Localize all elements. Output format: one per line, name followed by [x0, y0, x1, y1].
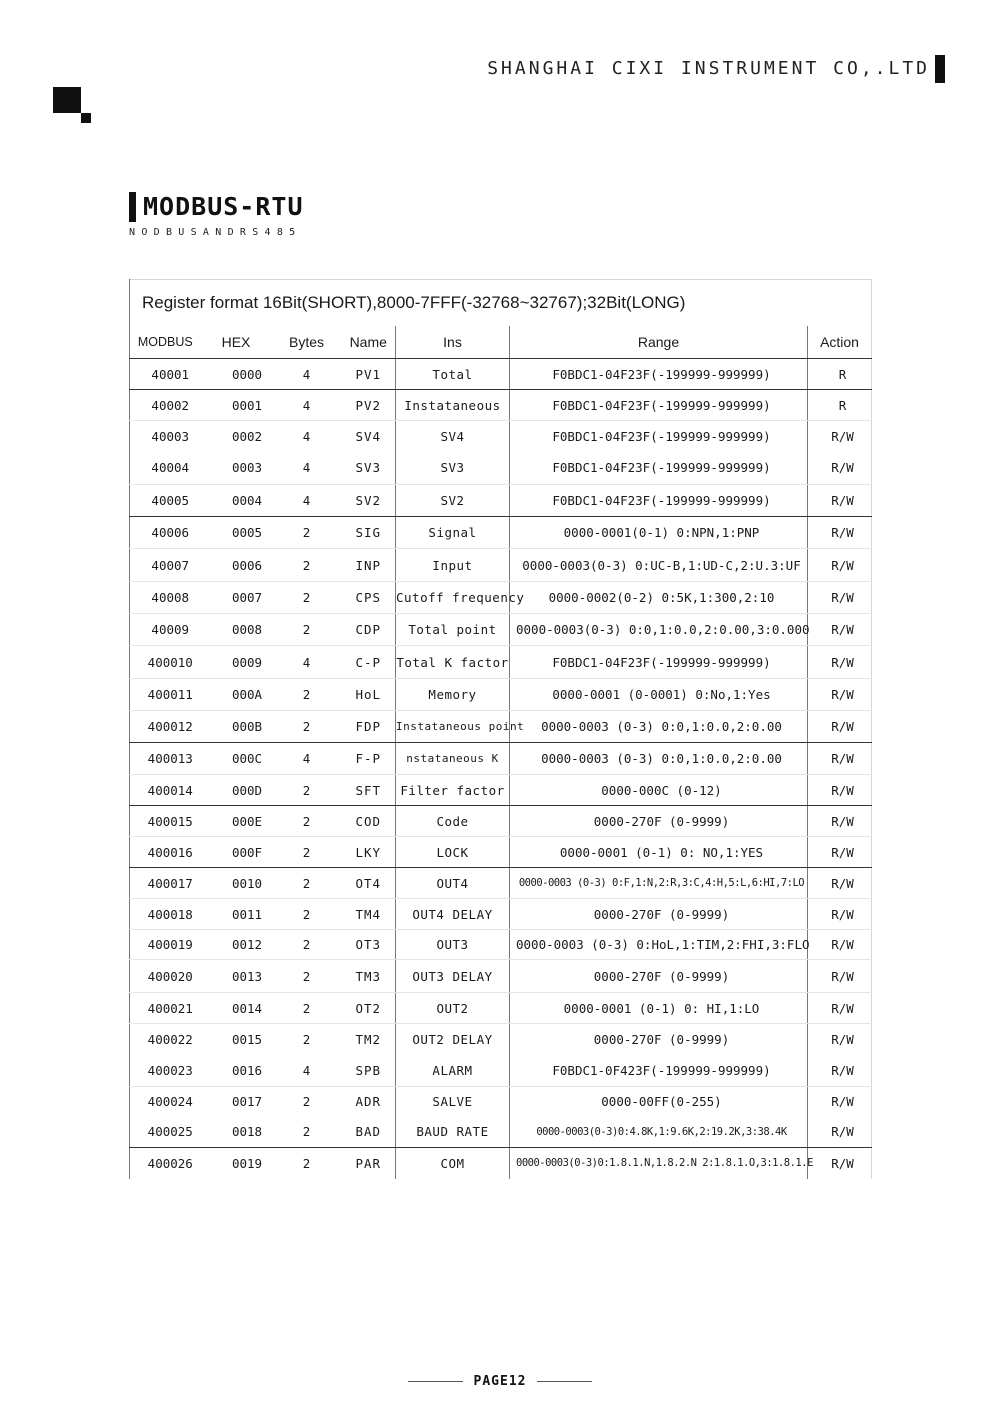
cell-modbus: 400021 — [130, 993, 201, 1024]
cell-hex: 0014 — [201, 993, 272, 1024]
table-row — [130, 837, 872, 868]
cell-action: R/W — [808, 452, 872, 485]
cell-ins: OUT2 — [396, 993, 510, 1024]
cell-name: SIG — [342, 517, 396, 549]
table-row — [130, 930, 872, 960]
cell-modbus: 400019 — [130, 930, 201, 960]
cell-action: R/W — [808, 868, 872, 899]
cell-ins: OUT3 — [396, 930, 510, 960]
cell-hex: 0012 — [201, 930, 272, 960]
cell-ins: OUT2 DELAY — [412, 1032, 493, 1048]
cell-bytes: 2 — [272, 614, 342, 646]
cell-bytes: 2 — [302, 1032, 311, 1048]
cell-bytes: 2 — [272, 711, 342, 743]
cell-name: SFT — [342, 775, 396, 806]
cell-modbus: 40004 — [130, 452, 201, 485]
cell-hex: 0000 — [201, 359, 272, 390]
cell-modbus: 400023 — [130, 1056, 201, 1087]
cell-bytes: 2 — [272, 960, 342, 993]
cell-range: 0000-0003(0-3)0:4.8K,1:9.6K,2:19.2K,3:38.4K — [510, 1117, 808, 1148]
table-row — [130, 960, 872, 993]
cell-action: R/W — [808, 485, 872, 517]
header-modbus: MODBUS — [130, 326, 201, 359]
cell-range: 0000-0001(0-1) 0:NPN,1:PNP — [510, 517, 808, 549]
cell-modbus: 40006 — [130, 517, 201, 549]
cell-range: 0000-0003(0-3)0:1.8.1.N,1.8.2.N 2:1.8.1.O,3:1.8.1.E — [510, 1148, 808, 1179]
cell-ins: COM — [440, 1155, 465, 1171]
cell-hex: 0010 — [201, 868, 272, 899]
cell-range: F0BDC1-0F423F(-199999-999999) — [510, 1056, 808, 1087]
table-row — [130, 868, 872, 899]
cell-action: R/W — [808, 1056, 872, 1087]
cell-range: 0000-0001 (0-1) 0: HI,1:LO — [510, 993, 808, 1024]
cell-action: R/W — [808, 517, 872, 549]
table-row — [130, 775, 872, 806]
cell-bytes: 2 — [272, 899, 342, 930]
cell-ins: Instataneous point — [396, 711, 510, 743]
cell-modbus: 400016 — [130, 837, 201, 868]
cell-hex: 0001 — [201, 390, 272, 421]
cell-modbus: 400024 — [130, 1087, 201, 1117]
cell-bytes: 2 — [302, 1094, 311, 1110]
cell-hex: 0002 — [231, 428, 263, 444]
cell-modbus: 400011 — [130, 679, 201, 711]
cell-hex: 000B — [201, 711, 272, 743]
cell-name: OT2 — [342, 993, 396, 1024]
table-body — [130, 359, 872, 1179]
cell-ins: SV2 — [396, 485, 510, 517]
cell-bytes: 4 — [272, 743, 342, 775]
table-row — [130, 743, 872, 775]
cell-name: CPS — [342, 582, 396, 614]
cell-hex: 0008 — [201, 614, 272, 646]
cell-action: R/W — [808, 775, 872, 806]
cell-hex: 0016 — [201, 1056, 272, 1087]
table-row — [130, 806, 872, 837]
table-row — [130, 1087, 872, 1117]
table-row — [130, 1117, 872, 1148]
cell-action: R/W — [808, 930, 872, 960]
cell-modbus: 400020 — [130, 960, 201, 993]
cell-name: SPB — [342, 1056, 396, 1087]
cell-range: F0BDC1-04F23F(-199999-999999) — [510, 646, 808, 679]
cell-ins: SV4 — [440, 428, 465, 444]
cell-ins: Input — [396, 549, 510, 582]
cell-action: R/W — [808, 837, 872, 868]
cell-range: 0000-270F (0-9999) — [510, 899, 808, 930]
cell-ins: Memory — [396, 679, 510, 711]
table-row — [130, 1148, 872, 1179]
table-row — [130, 452, 872, 485]
register-table-container — [129, 279, 871, 1179]
cell-action: R/W — [808, 960, 872, 993]
cell-name: TM2 — [342, 1024, 396, 1056]
cell-name: FDP — [342, 711, 396, 743]
company-name: SHANGHAI CIXI INSTRUMENT CO,.LTD — [487, 58, 930, 79]
cell-ins: OUT3 DELAY — [396, 960, 510, 993]
cell-action: R/W — [808, 899, 872, 930]
cell-ins: Code — [396, 806, 510, 837]
cell-name: ADR — [342, 1087, 396, 1117]
cell-name: LKY — [342, 837, 396, 868]
cell-modbus: 40002 — [130, 390, 201, 421]
cell-hex: 000E — [201, 806, 272, 837]
cell-modbus: 400025 — [130, 1117, 201, 1148]
cell-modbus: 40005 — [130, 485, 201, 517]
footer-rule-left — [408, 1381, 463, 1382]
cell-range: F0BDC1-04F23F(-199999-999999) — [510, 390, 808, 421]
cell-modbus: 400022 — [130, 1024, 201, 1056]
cell-hex: 0019 — [231, 1155, 263, 1171]
header-action: Action — [808, 326, 872, 359]
cell-ins: Total point — [396, 614, 510, 646]
cell-bytes: 2 — [272, 930, 342, 960]
cell-hex: 000F — [201, 837, 272, 868]
cell-action: R/W — [808, 582, 872, 614]
cell-range: 0000-270F (0-9999) — [510, 1024, 808, 1056]
cell-range: 0000-000C (0-12) — [510, 775, 808, 806]
cell-ins: Filter factor — [396, 775, 510, 806]
cell-bytes: 2 — [272, 582, 342, 614]
cell-bytes: 4 — [272, 390, 342, 421]
table-row — [130, 549, 872, 582]
cell-bytes: 2 — [272, 868, 342, 899]
cell-name: OT3 — [342, 930, 396, 960]
cell-name: HoL — [342, 679, 396, 711]
cell-name: PV1 — [342, 359, 396, 390]
cell-action: R — [808, 359, 872, 390]
cell-action: R/W — [808, 1148, 872, 1179]
header-ins: Ins — [396, 326, 510, 359]
cell-range: F0BDC1-04F23F(-199999-999999) — [510, 421, 808, 452]
cell-ins: nstataneous K — [396, 743, 510, 775]
cell-name: COD — [342, 806, 396, 837]
cell-range: F0BDC1-04F23F(-199999-999999) — [510, 359, 808, 390]
cell-bytes: 2 — [272, 549, 342, 582]
cell-bytes: 4 — [302, 428, 311, 444]
section-accent-bar — [129, 192, 136, 222]
table-row — [130, 711, 872, 743]
cell-action: R/W — [808, 646, 872, 679]
table-row — [130, 421, 872, 452]
header-bytes: Bytes — [272, 326, 342, 359]
table-row — [130, 390, 872, 421]
cell-ins: SV3 — [396, 452, 510, 485]
cell-ins: LOCK — [396, 837, 510, 868]
header-hex: HEX — [201, 326, 272, 359]
cell-hex: 0011 — [201, 899, 272, 930]
cell-action: R/W — [808, 1024, 872, 1056]
table-row — [130, 614, 872, 646]
cell-bytes: 4 — [272, 485, 342, 517]
table-caption: Register format 16Bit(SHORT),8000-7FFF(-32768~32767);32Bit(LONG) — [130, 280, 872, 327]
cell-range: 0000-0003 (0-3) 0:0,1:0.0,2:0.00 — [510, 743, 808, 775]
page-number: PAGE12 — [473, 1374, 527, 1389]
cell-name: PV2 — [342, 390, 396, 421]
cell-bytes: 4 — [272, 646, 342, 679]
cell-action: R/W — [808, 421, 872, 452]
cell-name: INP — [342, 549, 396, 582]
cell-modbus: 40003 — [130, 421, 201, 452]
table-row — [130, 1024, 872, 1056]
cell-modbus: 400014 — [130, 775, 201, 806]
cell-action: R — [808, 390, 872, 421]
cell-bytes: 2 — [272, 517, 342, 549]
cell-bytes: 2 — [272, 806, 342, 837]
cell-range: 0000-0001 (0-0001) 0:No,1:Yes — [510, 679, 808, 711]
header-name: Name — [342, 326, 396, 359]
cell-action: R/W — [808, 743, 872, 775]
cell-hex: 0007 — [201, 582, 272, 614]
cell-action: R/W — [808, 1117, 872, 1148]
cell-name: SV2 — [342, 485, 396, 517]
cell-ins: Total K factor — [396, 646, 510, 679]
header-accent-bar — [935, 55, 945, 83]
cell-action: R/W — [808, 993, 872, 1024]
cell-action: R/W — [808, 679, 872, 711]
footer-rule-right — [537, 1381, 592, 1382]
cell-action: R/W — [808, 711, 872, 743]
cell-modbus: 400026 — [130, 1148, 201, 1179]
cell-hex: 0017 — [231, 1094, 263, 1110]
cell-name: CDP — [342, 614, 396, 646]
cell-modbus: 400018 — [130, 899, 201, 930]
cell-ins: OUT4 — [396, 868, 510, 899]
cell-name: PAR — [342, 1148, 396, 1179]
logo-block-small — [81, 113, 91, 123]
cell-ins: BAUD RATE — [396, 1117, 510, 1148]
table-row — [130, 899, 872, 930]
cell-range: 0000-270F (0-9999) — [510, 806, 808, 837]
cell-ins: Instataneous — [396, 390, 510, 421]
cell-hex: 0006 — [201, 549, 272, 582]
cell-range: 0000-0003 (0-3) 0:HoL,1:TIM,2:FHI,3:FLO — [510, 930, 808, 960]
cell-hex: 0004 — [201, 485, 272, 517]
cell-hex: 0013 — [201, 960, 272, 993]
cell-range: 0000-0003(0-3) 0:0,1:0.0,2:0.00,3:0.000 — [510, 614, 808, 646]
table-row — [130, 679, 872, 711]
cell-modbus: 40007 — [130, 549, 201, 582]
cell-bytes: 4 — [272, 359, 342, 390]
section-subtitle: NODBUSANDRS485 — [129, 227, 302, 238]
cell-modbus: 400017 — [130, 868, 201, 899]
cell-ins: OUT4 DELAY — [396, 899, 510, 930]
header-range: Range — [510, 326, 808, 359]
cell-name: C-P — [342, 646, 396, 679]
cell-bytes: 2 — [272, 993, 342, 1024]
logo-block-large — [53, 87, 81, 113]
cell-bytes: 4 — [272, 1056, 342, 1087]
cell-ins: Signal — [396, 517, 510, 549]
cell-bytes: 2 — [272, 775, 342, 806]
cell-name: TM4 — [342, 899, 396, 930]
cell-range: 0000-0002(0-2) 0:5K,1:300,2:10 — [510, 582, 808, 614]
cell-range: F0BDC1-04F23F(-199999-999999) — [510, 485, 808, 517]
cell-name: SV3 — [342, 452, 396, 485]
cell-bytes: 2 — [272, 1117, 342, 1148]
cell-range: 0000-00FF(0-255) — [510, 1087, 808, 1117]
table-row — [130, 582, 872, 614]
section-title: MODBUS-RTU — [143, 192, 304, 221]
cell-modbus: 40008 — [130, 582, 201, 614]
cell-hex: 0005 — [201, 517, 272, 549]
cell-modbus: 40001 — [130, 359, 201, 390]
cell-name: F-P — [342, 743, 396, 775]
cell-ins: SALVE — [432, 1094, 473, 1110]
page-footer — [0, 1374, 1000, 1389]
table-row — [130, 485, 872, 517]
cell-modbus: 400015 — [130, 806, 201, 837]
table-row — [130, 359, 872, 390]
cell-bytes: 2 — [302, 1155, 311, 1171]
cell-name: OT4 — [342, 868, 396, 899]
cell-range: 0000-0003 (0-3) 0:0,1:0.0,2:0.00 — [510, 711, 808, 743]
cell-action: R/W — [808, 1087, 872, 1117]
cell-action: R/W — [808, 806, 872, 837]
cell-hex: 000D — [201, 775, 272, 806]
cell-modbus: 40009 — [130, 614, 201, 646]
table-row — [130, 646, 872, 679]
cell-hex: 000C — [201, 743, 272, 775]
cell-name: SV4 — [342, 421, 396, 452]
cell-modbus: 400012 — [130, 711, 201, 743]
cell-name: TM3 — [342, 960, 396, 993]
cell-ins: Cutoff frequency — [396, 582, 510, 614]
table-row — [130, 1056, 872, 1087]
cell-bytes: 2 — [272, 679, 342, 711]
cell-range: 0000-0001 (0-1) 0: NO,1:YES — [510, 837, 808, 868]
table-row — [130, 517, 872, 549]
cell-range: 0000-270F (0-9999) — [510, 960, 808, 993]
cell-hex: 0009 — [201, 646, 272, 679]
cell-range: 0000-0003(0-3) 0:UC-B,1:UD-C,2:U.3:UF — [510, 549, 808, 582]
cell-modbus: 400013 — [130, 743, 201, 775]
cell-ins: ALARM — [396, 1056, 510, 1087]
cell-action: R/W — [808, 549, 872, 582]
cell-ins: Total — [396, 359, 510, 390]
cell-hex: 0015 — [231, 1032, 263, 1048]
cell-range: 0000-0003 (0-3) 0:F,1:N,2:R,3:C,4:H,5:L,6:HI,7:LO — [510, 868, 808, 899]
cell-bytes: 4 — [272, 452, 342, 485]
cell-hex: 000A — [201, 679, 272, 711]
cell-modbus: 400010 — [130, 646, 201, 679]
cell-range: F0BDC1-04F23F(-199999-999999) — [510, 452, 808, 485]
table-header-row — [130, 326, 872, 359]
cell-bytes: 2 — [272, 837, 342, 868]
cell-name: BAD — [342, 1117, 396, 1148]
cell-hex: 0003 — [201, 452, 272, 485]
table-row — [130, 993, 872, 1024]
cell-hex: 0018 — [201, 1117, 272, 1148]
cell-action: R/W — [808, 614, 872, 646]
register-table — [129, 279, 872, 1179]
